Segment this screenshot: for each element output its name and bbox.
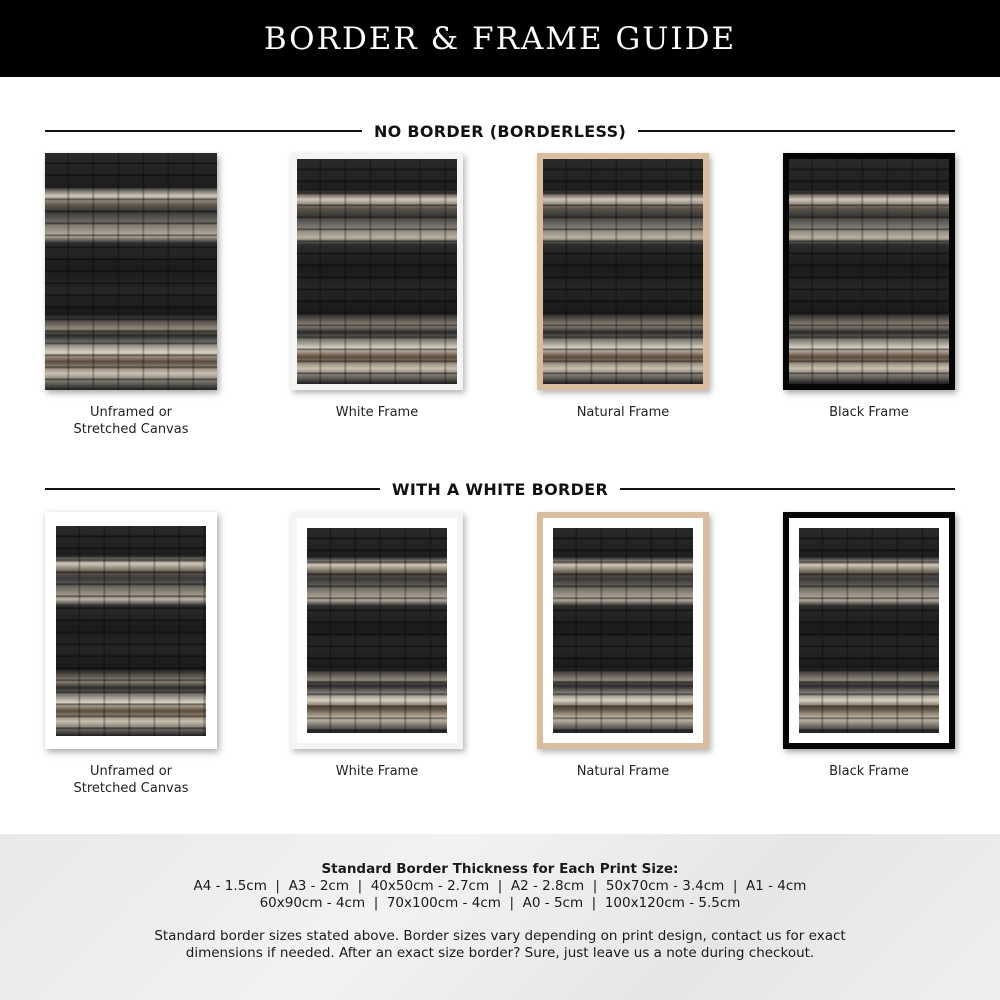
caption-line: Natural Frame: [576, 405, 670, 420]
option-white-border-natural-frame: [537, 512, 709, 780]
charred-wood-artwork: [553, 528, 693, 733]
caption-line: Black Frame: [829, 764, 909, 779]
black-frame-preview: [783, 512, 955, 749]
border-thickness-info: [0, 834, 1000, 1000]
charred-wood-artwork: [45, 153, 217, 390]
option-caption: [537, 763, 709, 780]
guide-title-banner: [0, 0, 1000, 77]
caption-line: White Frame: [335, 405, 419, 420]
natural-frame-preview: [537, 512, 709, 749]
caption-line: Unframed or: [90, 764, 172, 779]
charred-wood-artwork: [297, 159, 457, 384]
charred-wood-artwork: [56, 526, 206, 736]
option-borderless-natural-frame: [537, 153, 709, 421]
caption-line: Stretched Canvas: [73, 781, 189, 796]
divider-line: [638, 130, 955, 132]
divider-line: [45, 130, 362, 132]
caption-line: Black Frame: [829, 405, 909, 420]
option-borderless-black-frame: [783, 153, 955, 421]
white-frame-preview: [291, 512, 463, 749]
caption-line: Natural Frame: [576, 764, 670, 779]
option-white-border-white-frame: [291, 512, 463, 780]
option-borderless-white-frame: [291, 153, 463, 421]
option-caption: [537, 404, 709, 421]
white-frame-preview: [291, 153, 463, 390]
info-title: Standard Border Thickness for Each Print Size:: [321, 861, 679, 877]
option-caption: [291, 404, 463, 421]
option-white-border-unframed: [45, 512, 217, 797]
option-white-border-black-frame: [783, 512, 955, 780]
option-borderless-unframed: [45, 153, 217, 438]
caption-line: White Frame: [335, 764, 419, 779]
charred-wood-artwork: [543, 159, 703, 384]
section-label-white-border: WITH A WHITE BORDER: [391, 479, 609, 499]
size-row: 60x90cm - 4cm | 70x100cm - 4cm | A0 - 5cm | 100x120cm - 5.5cm: [259, 895, 741, 911]
option-caption: [45, 404, 217, 438]
divider-line: [45, 488, 380, 490]
guide-title: BORDER & FRAME GUIDE: [263, 20, 737, 57]
section-header-white-border: [45, 474, 955, 504]
divider-line: [620, 488, 955, 490]
black-frame-preview: [783, 153, 955, 390]
section-label-borderless: NO BORDER (BORDERLESS): [373, 121, 627, 141]
caption-line: Unframed or: [90, 405, 172, 420]
option-caption: [783, 404, 955, 421]
print-preview-unframed: [45, 153, 217, 390]
charred-wood-artwork: [789, 159, 949, 384]
charred-wood-artwork: [799, 528, 939, 733]
natural-frame-preview: [537, 153, 709, 390]
caption-line: Stretched Canvas: [73, 422, 189, 437]
option-caption: [783, 763, 955, 780]
option-caption: [291, 763, 463, 780]
charred-wood-artwork: [307, 528, 447, 733]
print-preview-unframed-bordered: [45, 512, 217, 749]
size-row: A4 - 1.5cm | A3 - 2cm | 40x50cm - 2.7cm | A2 - 2.8cm | 50x70cm - 3.4cm | A1 - 4cm: [193, 878, 807, 894]
option-caption: [45, 763, 217, 797]
section-header-borderless: [45, 116, 955, 146]
info-note: Standard border sizes stated above. Border sizes vary depending on print design, contact us for exact dimensions if needed. After an exact size border? Sure, just leave us a note during checkout.: [154, 928, 846, 961]
